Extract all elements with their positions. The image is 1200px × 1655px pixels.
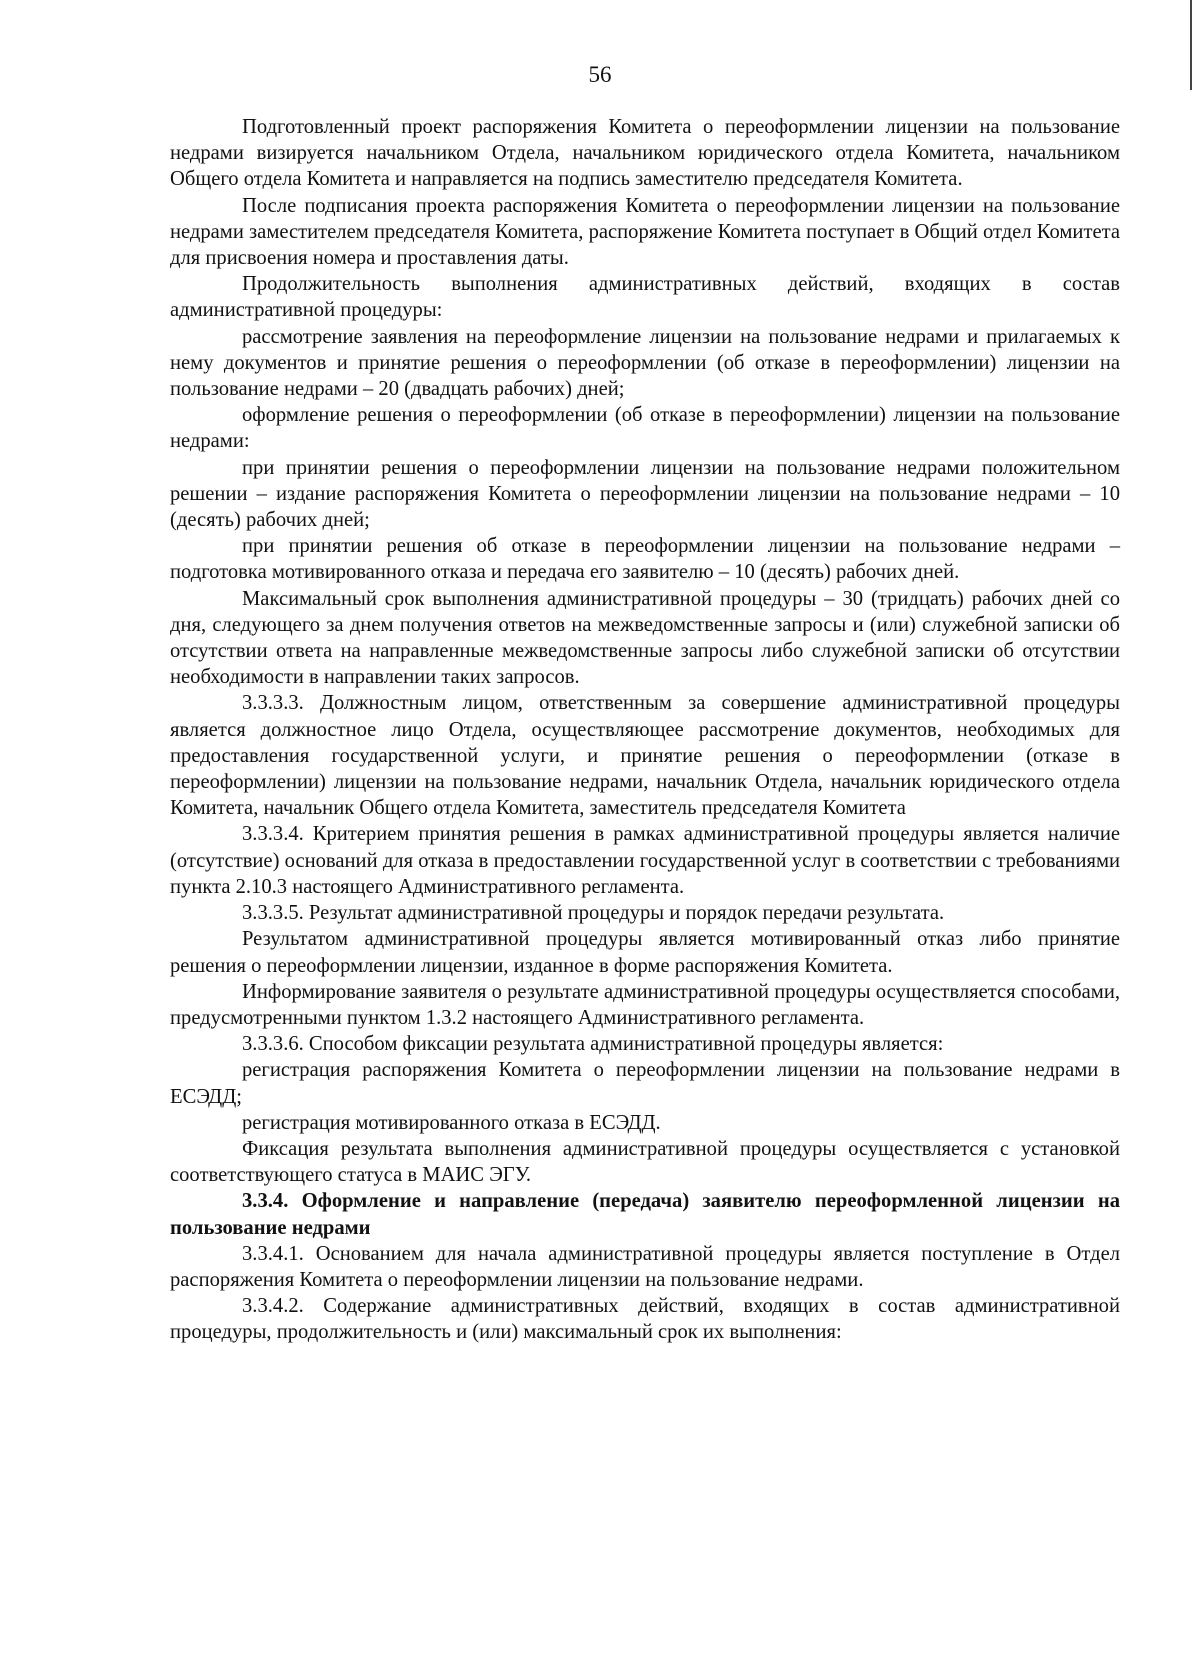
document-body [170,114,1120,1346]
paragraph-positive-decision: при принятии решения о переоформлении лицензии на пользование недрами положительном решении – издание распоряжения Комитета о переоформлении лицензии на пользование недрами – 10 (десять) рабочих дней; [170,456,1120,532]
paragraph-draft-approval: Подготовленный проект распоряжения Комитета о переоформлении лицензии на пользование недрами визируется начальником Отдела, начальником юридического отдела Комитета, начальником Общего отдела Комитета и направляется на подпись заместителю председателя Комитета. [170,116,1120,191]
paragraph-max-term: Максимальный срок выполнения административной процедуры – 30 (тридцать) рабочих дней со дня, следующего за днем получения ответов на межведомственные запросы и (или) служебной записки об отсутствии ответа на направленные межведомственные запросы либо служебной записки об отсутствии необходимости в направлении таких запросов. [170,587,1120,689]
paragraph-3-3-3-6: 3.3.3.6. Способом фиксации результата административной процедуры является: [242,1033,944,1056]
paragraph-refusal-decision: при принятии решения об отказе в переоформлении лицензии на пользование недрами – подготовка мотивированного отказа и передача его заявителю – 10 (десять) рабочих дней. [170,535,1120,584]
paragraph-3-3-3-4: 3.3.3.4. Критерием принятия решения в рамках административной процедуры является наличие (отсутствие) оснований для отказа в предоставлении государственной услуг в соответствии с требованиями пункта 2.10.3 настоящего Административного регламента. [170,823,1120,898]
paragraph-registration-order: регистрация распоряжения Комитета о переоформлении лицензии на пользование недрами в ЕСЭДД; [170,1059,1120,1108]
paragraph-3-3-4-1: 3.3.4.1. Основанием для начала административной процедуры является поступление в Отдел распоряжения Комитета о переоформлении лицензии на пользование недрами. [170,1242,1120,1291]
paragraph-3-3-3-5: 3.3.3.5. Результат административной процедуры и порядок передачи результата. [242,902,945,925]
paragraph-review-duration: рассмотрение заявления на переоформление лицензии на пользование недрами и прилагаемых к нему документов и принятие решения о переоформлении (об отказе в переоформлении) лицензии на пользование недрами – 20 (двадцать рабочих) дней; [170,325,1120,401]
paragraph-after-signing: После подписания проекта распоряжения Комитета о переоформлении лицензии на пользование недрами заместителем председателя Комитета, распоряжение Комитета поступает в Общий отдел Комитета для присвоения номера и проставления даты. [170,194,1120,270]
paragraph-result: Результатом административной процедуры является мотивированный отказ либо принятие решения о переоформлении лицензии, изданное в форме распоряжения Комитета. [170,928,1120,977]
section-heading-3-3-4: 3.3.4. Оформление и направление (передача) заявителю переоформленной лицензии на пользование недрами [170,1190,1120,1239]
paragraph-fixation-status: Фиксация результата выполнения административной процедуры осуществляется с установкой соответствующего статуса в МАИС ЭГУ. [170,1137,1120,1187]
paragraph-duration-intro: Продолжительность выполнения административных действий, входящих в состав административной процедуры: [170,273,1120,322]
paragraph-3-3-3-3: 3.3.3.3. Должностным лицом, ответственным за совершение административной процедуры является должностное лицо Отдела, осуществляющее рассмотрение документов, необходимых для предоставления государственной услуги, и принятие решения о переоформлении (отказе в переоформлении) лицензии на пользование недрами, начальник Отдела, начальник юридического отдела Комитета, начальник Общего отдела Комитета, заместитель председателя Комитета [170,692,1120,820]
paragraph-decision-formalization: оформление решения о переоформлении (об отказе в переоформлении) лицензии на пользование недрами: [170,404,1120,453]
paragraph-informing: Информирование заявителя о результате административной процедуры осуществляется способами, предусмотренными пунктом 1.3.2 настоящего Административного регламента. [170,980,1120,1029]
paragraph-3-3-4-2: 3.3.4.2. Содержание административных действий, входящих в состав административной процедуры, продолжительность и (или) максимальный срок их выполнения: [170,1295,1120,1344]
page-number: 56 [588,62,612,87]
paragraph-registration-refusal: регистрация мотивированного отказа в ЕСЭДД. [242,1111,661,1134]
